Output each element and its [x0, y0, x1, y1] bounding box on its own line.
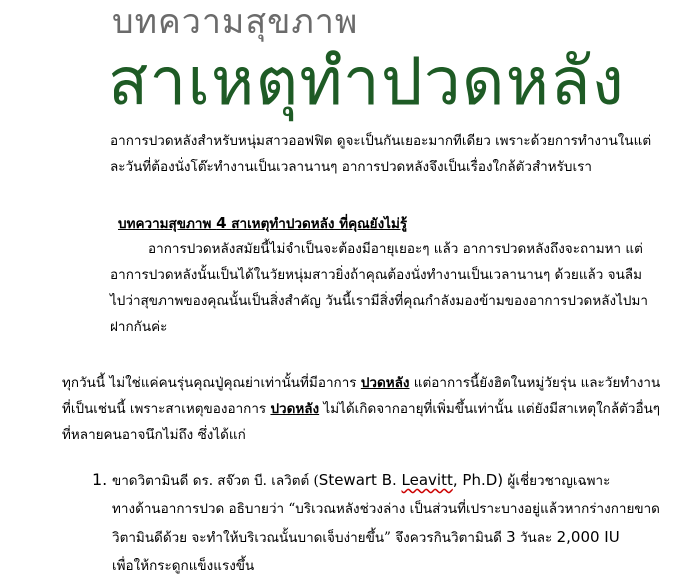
list-text: วิตามินดีด้วย จะทำให้บริเวณนั้นบาดเจ็บง่ายขึ้น” จึงควรกินวิตามินดี	[112, 530, 507, 546]
list-line: ทางด้านอาการปวด อธิบายว่า “บริเวณหลังช่วงล่าง เป็นส่วนที่เปราะบางอยู่แล้วหากร่างกายขาด	[112, 501, 660, 517]
article-kicker: บทความสุขภาพ	[112, 2, 359, 42]
author-name-part: Stewart B.	[318, 471, 402, 489]
para3-line	[62, 396, 660, 422]
body-paragraph-2	[110, 236, 648, 340]
para3-line	[62, 370, 660, 396]
para2-line: ไปว่าสุขภาพของคุณนั้นเป็นสิ่งสำคัญ วันนี้เรามีสิ่งที่คุณกำลังมองข้ามของอาการปวดหลังไปมา	[110, 293, 648, 309]
intro-line: ละวันที่ต้องนั่งโต๊ะทำงานเป็นเวลานานๆ อาการปวดหลังจึงเป็นเรื่องใกล้ตัวสำหรับเรา	[110, 159, 592, 175]
author-surname: Leavitt	[401, 471, 453, 489]
para3-text: ที่เป็นเช่นนี้ เพราะสาเหตุของอาการ	[62, 401, 271, 417]
para3-line: ที่หลายคนอาจนึกไม่ถึง ซึ่งได้แก่	[62, 427, 246, 443]
para3-text: ทุกวันนี้ ไม่ใช่แค่คนรุ่นคุณปู่คุณย่าเท่านั้นที่มีอาการ	[62, 375, 361, 391]
subheading-post: สาเหตุทำปวดหลัง ที่คุณยังไม่รู้	[226, 216, 408, 232]
list-text: วันละ	[515, 530, 557, 546]
list-number: 1.	[92, 470, 108, 489]
para2-line: อาการปวดหลังนั้นเป็นได้ในวัยหนุ่มสาวยิ่งถ้าคุณต้องนั่งทำงานเป็นเวลานานๆ ด้วยแล้ว จนลืม	[110, 267, 642, 283]
list-number-inline: 3	[506, 528, 516, 546]
para3-text: ไม่ได้เกิดจากอายุที่เพิ่มขึ้นเท่านั้น แต่ยังมีสาเหตุใกล้ตัวอื่นๆ	[319, 401, 661, 417]
para3-text: แต่อาการนี้ยังฮิตในหมู่วัยรุ่น และวัยทำงาน	[409, 375, 661, 391]
author-name-part: , Ph.D)	[452, 471, 504, 489]
list-item-body	[112, 466, 660, 580]
dose-value: 2,000 IU	[556, 528, 620, 546]
back-pain-link[interactable]: ปวดหลัง	[270, 401, 320, 417]
article-title: สาเหตุทำปวดหลัง	[108, 43, 625, 120]
back-pain-link[interactable]: ปวดหลัง	[360, 375, 410, 391]
subheading-number: 4	[216, 214, 227, 232]
list-text: ผู้เชี่ยวชาญเฉพาะ	[503, 473, 611, 489]
para2-line: อาการปวดหลังสมัยนี้ไม่จำเป็นจะต้องมีอายุเยอะๆ แล้ว อาการปวดหลังถึงจะถามหา แต่	[148, 241, 643, 257]
subheading-pre: บทความสุขภาพ	[118, 216, 217, 232]
para2-line: ฝากกันค่ะ	[110, 319, 168, 335]
list-line	[112, 466, 660, 495]
intro-line: อาการปวดหลังสำหรับหนุ่มสาวออฟฟิต ดูจะเป็นกันเยอะมากทีเดียว เพราะด้วยการทำงานในแต่	[110, 133, 652, 149]
intro-paragraph	[110, 128, 651, 180]
author-name	[319, 471, 503, 489]
subheading	[118, 210, 407, 237]
list-line	[112, 523, 660, 552]
list-text: ขาดวิตามินดี ดร. สจ๊วต บี. เลวิตต์ (	[112, 473, 319, 489]
body-paragraph-3	[62, 370, 660, 448]
list-line: เพื่อให้กระดูกแข็งแรงขึ้น	[112, 558, 255, 574]
